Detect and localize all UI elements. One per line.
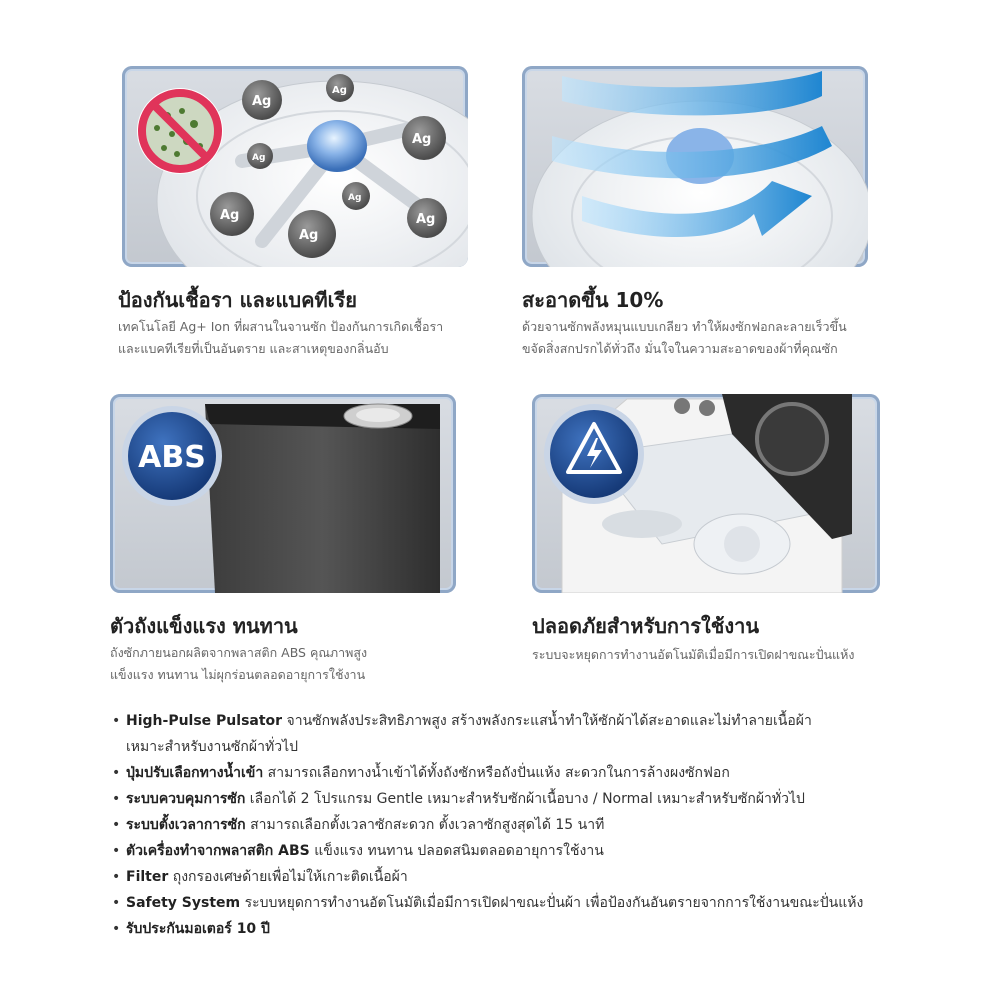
list-item: • ปุ่มปรับเลือกทางน้ำเข้า สามารถเลือกทางน้ำเข้าได้ทั้งถังซักหรือถังปั่นแห้ง สะดวกในการล้างผงซักฟอก xyxy=(112,765,730,781)
svg-text:Ag: Ag xyxy=(412,132,432,147)
svg-text:Ag: Ag xyxy=(252,153,266,163)
svg-text:Ag: Ag xyxy=(416,212,436,227)
svg-text:Ag: Ag xyxy=(332,85,347,96)
card-title: สะอาดขึ้น 10% xyxy=(522,288,664,312)
washer-safety-illustration xyxy=(532,394,880,593)
list-item-continuation: เหมาะสำหรับงานซักผ้าทั่วไป xyxy=(126,739,298,755)
svg-text:Ag: Ag xyxy=(348,193,362,203)
abs-badge-icon xyxy=(122,406,222,506)
card-description: ถังซักภายนอกผลิตจากพลาสติก ABS คุณภาพสูง แข็งแรง ทนทาน ไม่ผุกร่อนตลอดอายุการใช้งาน xyxy=(110,645,368,682)
antibacterial-image-card xyxy=(122,66,468,267)
svg-text:Ag: Ag xyxy=(220,208,240,223)
card-description: เทคโนโลยี Ag+ Ion ที่ผสานในจานซัก ป้องกันการเกิดเชื้อรา และแบคทีเรียที่เป็นอันตราย และสาเหตุของกลิ่นอับ xyxy=(118,319,444,356)
card-title: ปลอดภัยสำหรับการใช้งาน xyxy=(532,614,760,638)
safety-image-card xyxy=(532,394,880,593)
no-bacteria-sign-icon xyxy=(137,88,223,174)
list-item: • Filter ถุงกรองเศษด้ายเพื่อไม่ให้เกาะติดเนื้อผ้า xyxy=(112,869,408,885)
card-title: ป้องกันเชื้อรา และแบคทีเรีย xyxy=(118,288,357,312)
list-item: • ระบบตั้งเวลาการซัก สามารถเลือกตั้งเวลาซักสะดวก ตั้งเวลาซักสูงสุดได้ 15 นาที xyxy=(112,817,605,833)
list-item: • High-Pulse Pulsator จานซักพลังประสิทธิภาพสูง สร้างพลังกระแสน้ำทำให้ซักผ้าได้สะอาดและไม่ทำลายเนื้อผ้า xyxy=(112,713,812,729)
cleaner-image-card xyxy=(522,66,868,267)
abs-body-image-card xyxy=(110,394,456,593)
washer-body-illustration xyxy=(110,394,456,593)
spiral-pulsator-illustration xyxy=(522,66,868,267)
card-title: ตัวถังแข็งแรง ทนทาน xyxy=(110,614,298,638)
card-description: ด้วยจานซักพลังหมุนแบบเกลียว ทำให้ผงซักฟอกละลายเร็วขึ้น ขจัดสิ่งสกปรกได้ทั่วถึง มั่นใจในความสะอาดของผ้าที่คุณซัก xyxy=(522,319,847,356)
svg-text:ABS: ABS xyxy=(138,440,206,475)
list-item: • ตัวเครื่องทำจากพลาสติก ABS แข็งแรง ทนทาน ปลอดสนิมตลอดอายุการใช้งาน xyxy=(112,843,604,859)
pulsator-ag-illustration xyxy=(122,66,468,267)
svg-text:Ag: Ag xyxy=(252,94,272,109)
list-item: • Safety System ระบบหยุดการทำงานอัตโนมัติเมื่อมีการเปิดฝาขณะปั่นผ้า เพื่อป้องกันอันตรายจากการใช้งานขณะปั่นแห้ง xyxy=(112,895,864,911)
electric-hazard-icon xyxy=(544,404,644,504)
card-description: ระบบจะหยุดการทำงานอัตโนมัติเมื่อมีการเปิดฝาขณะปั่นแห้ง xyxy=(532,647,855,662)
list-item: • รับประกันมอเตอร์ 10 ปี xyxy=(112,921,270,937)
list-item: • ระบบควบคุมการซัก เลือกได้ 2 โปรแกรม Gentle เหมาะสำหรับซักผ้าเนื้อบาง / Normal เหมาะสำหรับซักผ้าทั่วไป xyxy=(112,791,805,807)
svg-text:Ag: Ag xyxy=(299,228,319,243)
feature-list xyxy=(112,708,932,942)
